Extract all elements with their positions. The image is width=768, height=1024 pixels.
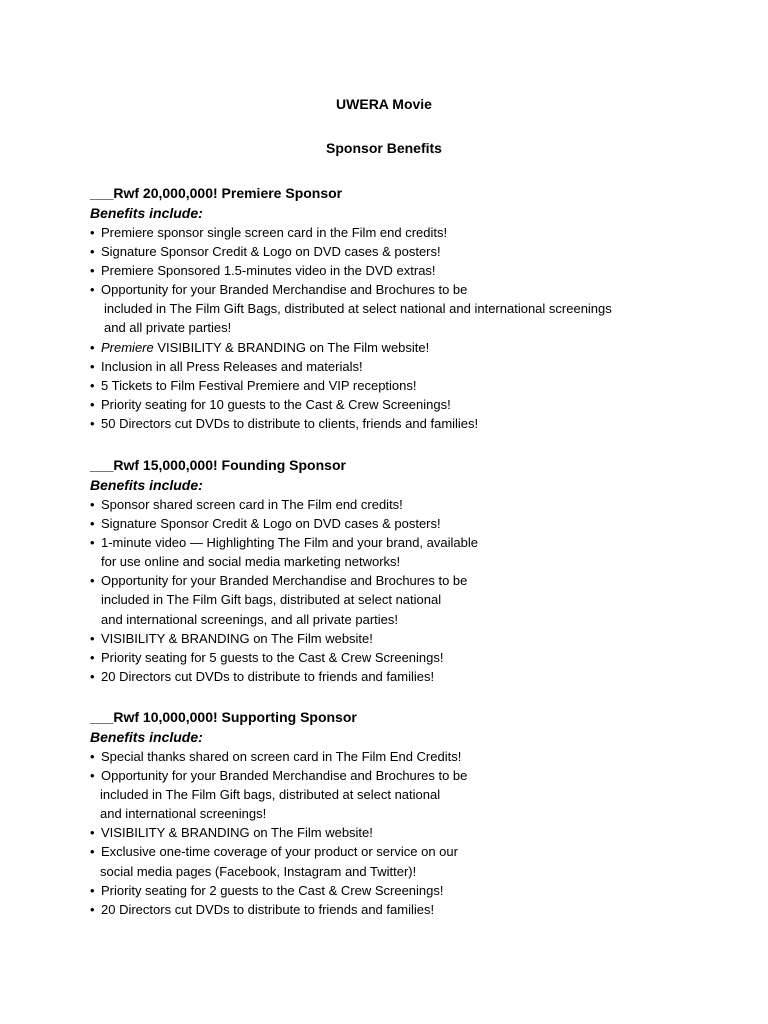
- benefit-list: [90, 223, 730, 433]
- bullet-icon: •: [90, 415, 95, 431]
- benefit-item: [90, 280, 730, 299]
- bullet-icon: •: [90, 901, 95, 917]
- bullet-icon: •: [90, 497, 95, 512]
- benefit-text: Sponsor shared screen card in The Film end credits!: [101, 497, 403, 512]
- benefit-emphasis: Premiere: [101, 339, 154, 355]
- tier-founding-sponsor: [90, 456, 730, 686]
- benefit-text: included in The Film Gift Bags, distributed at select national and international screenings: [104, 301, 612, 317]
- benefit-text: and all private parties!: [104, 320, 232, 336]
- benefits-label: Benefits include:: [90, 729, 203, 745]
- tier-heading: ___Rwf 20,000,000! Premiere Sponsor: [90, 185, 343, 201]
- bullet-icon: •: [90, 882, 95, 898]
- benefit-text: Opportunity for your Branded Merchandise and Brochures to be: [101, 573, 468, 589]
- benefit-item: [90, 881, 730, 900]
- document-subtitle: Sponsor Benefits: [326, 140, 442, 156]
- bullet-icon: •: [90, 358, 95, 374]
- benefit-text: Inclusion in all Press Releases and materials!: [101, 358, 363, 374]
- benefit-item: [90, 629, 730, 648]
- bullet-icon: •: [90, 516, 95, 532]
- bullet-icon: •: [90, 244, 95, 260]
- benefits-label: Benefits include:: [90, 477, 203, 493]
- tier-heading: ___Rwf 10,000,000! Supporting Sponsor: [90, 709, 357, 725]
- benefit-item-continuation: [90, 862, 730, 881]
- benefit-item: [90, 648, 730, 667]
- bullet-icon: •: [90, 825, 95, 841]
- benefit-text: VISIBILITY & BRANDING on The Film website!: [153, 339, 430, 355]
- tier-heading: ___Rwf 15,000,000! Founding Sponsor: [90, 457, 346, 473]
- benefit-item: [90, 667, 730, 686]
- benefit-item: [90, 376, 730, 395]
- benefit-text: 20 Directors cut DVDs to distribute to friends and families!: [101, 901, 435, 917]
- benefit-item-continuation: [90, 318, 730, 337]
- benefit-item-continuation: [90, 785, 730, 804]
- benefit-text: Opportunity for your Branded Merchandise and Brochures to be: [101, 768, 468, 784]
- benefit-item-continuation: [90, 804, 730, 823]
- benefit-item: [90, 766, 730, 785]
- bullet-icon: •: [90, 668, 95, 684]
- benefit-item: [90, 338, 730, 357]
- benefit-text: and international screenings!: [100, 806, 267, 822]
- benefit-text: Signature Sponsor Credit & Logo on DVD cases & posters!: [101, 516, 441, 532]
- benefit-text: Opportunity for your Branded Merchandise and Brochures to be: [101, 282, 468, 298]
- bullet-icon: •: [90, 263, 95, 279]
- benefit-item-continuation: [90, 610, 730, 629]
- benefit-text: Exclusive one-time coverage of your product or service on our: [101, 844, 458, 860]
- benefit-item: [90, 414, 730, 433]
- benefit-text: 1-minute video — Highlighting The Film and your brand, available: [101, 535, 478, 551]
- benefit-text: social media pages (Facebook, Instagram and Twitter)!: [100, 863, 417, 879]
- benefit-list: [90, 495, 730, 686]
- benefit-item: [90, 533, 730, 552]
- benefit-text: for use online and social media marketing networks!: [101, 554, 401, 570]
- benefit-text: Priority seating for 2 guests to the Cast & Crew Screenings!: [101, 882, 444, 898]
- document-title: UWERA Movie: [336, 96, 432, 112]
- benefit-item: [90, 747, 730, 766]
- benefits-label: Benefits include:: [90, 205, 203, 221]
- benefit-text: included in The Film Gift bags, distributed at select national: [100, 787, 441, 803]
- benefit-text: Priority seating for 10 guests to the Cast & Crew Screenings!: [101, 396, 451, 412]
- benefit-text: VISIBILITY & BRANDING on The Film website!: [101, 825, 373, 841]
- bullet-icon: •: [90, 649, 95, 665]
- bullet-icon: •: [90, 844, 95, 860]
- bullet-icon: •: [90, 339, 95, 355]
- benefit-text: Priority seating for 5 guests to the Cast & Crew Screenings!: [101, 649, 444, 665]
- bullet-icon: •: [90, 768, 95, 784]
- benefit-item: [90, 571, 730, 590]
- benefit-text: 20 Directors cut DVDs to distribute to friends and families!: [101, 668, 435, 684]
- benefit-text: Premiere sponsor single screen card in the Film end credits!: [101, 225, 448, 240]
- bullet-icon: •: [90, 225, 95, 240]
- benefit-item: [90, 842, 730, 861]
- bullet-icon: •: [90, 396, 95, 412]
- benefit-item-continuation: [90, 590, 730, 609]
- benefit-text: and international screenings, and all private parties!: [101, 611, 399, 627]
- bullet-icon: •: [90, 282, 95, 298]
- benefit-text: 50 Directors cut DVDs to distribute to clients, friends and families!: [101, 415, 479, 431]
- benefit-text: included in The Film Gift bags, distributed at select national: [101, 592, 442, 608]
- tier-premiere-sponsor: [90, 184, 730, 433]
- benefit-item-continuation: [90, 299, 730, 318]
- bullet-icon: •: [90, 573, 95, 589]
- benefit-text: Premiere Sponsored 1.5-minutes video in the DVD extras!: [101, 263, 436, 279]
- benefit-item: [90, 514, 730, 533]
- benefit-item: [90, 223, 730, 242]
- bullet-icon: •: [90, 377, 95, 393]
- benefit-list: [90, 747, 730, 919]
- tier-supporting-sponsor: [90, 708, 730, 919]
- benefit-item: [90, 261, 730, 280]
- benefit-item: [90, 357, 730, 376]
- benefit-item: [90, 242, 730, 261]
- benefit-item: [90, 395, 730, 414]
- benefit-item: [90, 823, 730, 842]
- bullet-icon: •: [90, 630, 95, 646]
- benefit-item: [90, 900, 730, 919]
- benefit-item-continuation: [90, 552, 730, 571]
- bullet-icon: •: [90, 535, 95, 551]
- benefit-text: VISIBILITY & BRANDING on The Film website!: [101, 630, 373, 646]
- benefit-text: Special thanks shared on screen card in The Film End Credits!: [101, 749, 462, 764]
- benefit-text: Signature Sponsor Credit & Logo on DVD cases & posters!: [101, 244, 441, 260]
- benefit-item: [90, 495, 730, 514]
- benefit-text: 5 Tickets to Film Festival Premiere and VIP receptions!: [101, 377, 417, 393]
- bullet-icon: •: [90, 749, 95, 764]
